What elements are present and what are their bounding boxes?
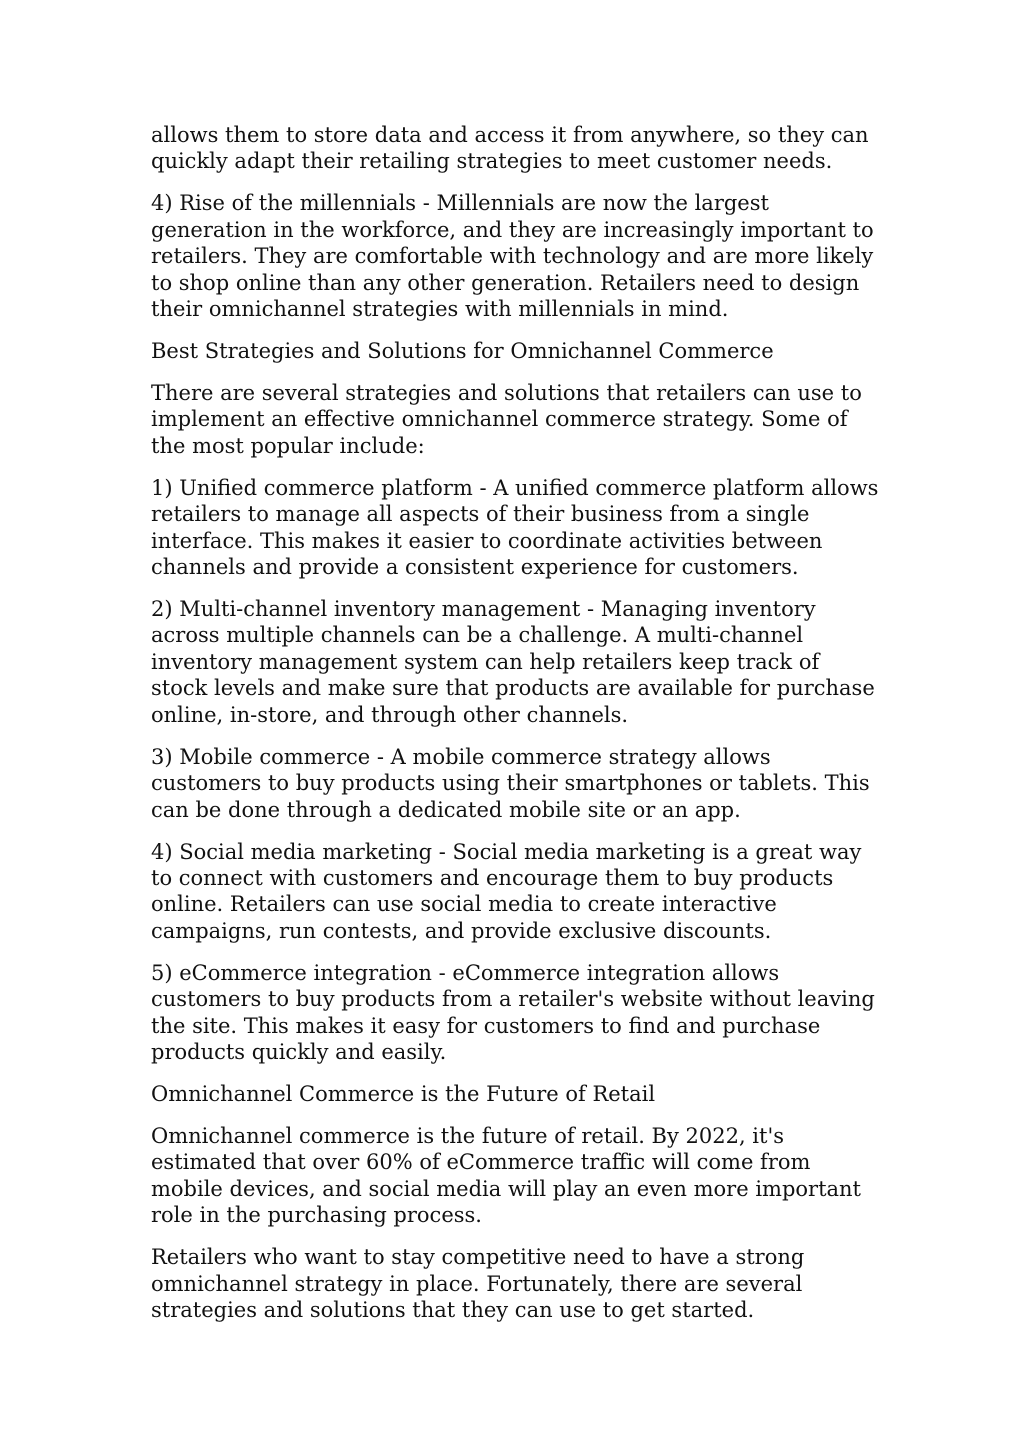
paragraph-mobile-commerce: 3) Mobile commerce - A mobile commerce strategy allows customers to buy products using their smartphones or tablets. This can be done through a dedicated mobile site or an app. xyxy=(151,744,870,822)
paragraph-ecommerce-integration: 5) eCommerce integration - eCommerce integration allows customers to buy products from a retailer's website without leaving the site. This makes it easy for customers to find and purchase products quickly and easily. xyxy=(151,960,875,1064)
paragraph-strategies-intro: There are several strategies and solutions that retailers can use to implement an effective omnichannel commerce strategy. Some of the most popular include: xyxy=(151,381,862,458)
paragraph-inventory-management: 2) Multi-channel inventory management - Managing inventory across multiple channels can be a challenge. A multi-channel inventory management system can help retailers keep track of stock levels and make sure that products are available for purchase online, in-store, and through other channels. xyxy=(151,597,875,727)
paragraph-data-access: allows them to store data and access it from anywhere, so they can quickly adapt their retailing strategies to meet customer needs. xyxy=(151,123,869,174)
paragraph-unified-commerce: 1) Unified commerce platform - A unified commerce platform allows retailers to manage all aspects of their business from a single interface. This makes it easier to coordinate activities between channels and provide a consistent experience for customers. xyxy=(151,475,879,580)
document-page xyxy=(151,122,881,1339)
paragraph-millennials: 4) Rise of the millennials - Millennials are now the largest generation in the workforce, and they are increasingly important to retailers. They are comfortable with technology and are more likely to shop online than any other generation. Retailers need to design their omnichannel strategies with millennials in mind. xyxy=(151,191,874,322)
section-heading-best-strategies: Best Strategies and Solutions for Omnichannel Commerce xyxy=(151,339,774,364)
section-heading-future-of-retail: Omnichannel Commerce is the Future of Retail xyxy=(151,1081,656,1106)
paragraph-conclusion: Retailers who want to stay competitive need to have a strong omnichannel strategy in place. Fortunately, there are several strategies and solutions that they can use to get started. xyxy=(151,1245,805,1322)
paragraph-future-of-retail: Omnichannel commerce is the future of retail. By 2022, it's estimated that over 60% of eCommerce traffic will come from mobile devices, and social media will play an even more important role in the purchasing process. xyxy=(151,1123,862,1228)
paragraph-social-media-marketing: 4) Social media marketing - Social media marketing is a great way to connect with customers and encourage them to buy products online. Retailers can use social media to create interactive campaigns, run contests, and provide exclusive discounts. xyxy=(151,839,862,943)
